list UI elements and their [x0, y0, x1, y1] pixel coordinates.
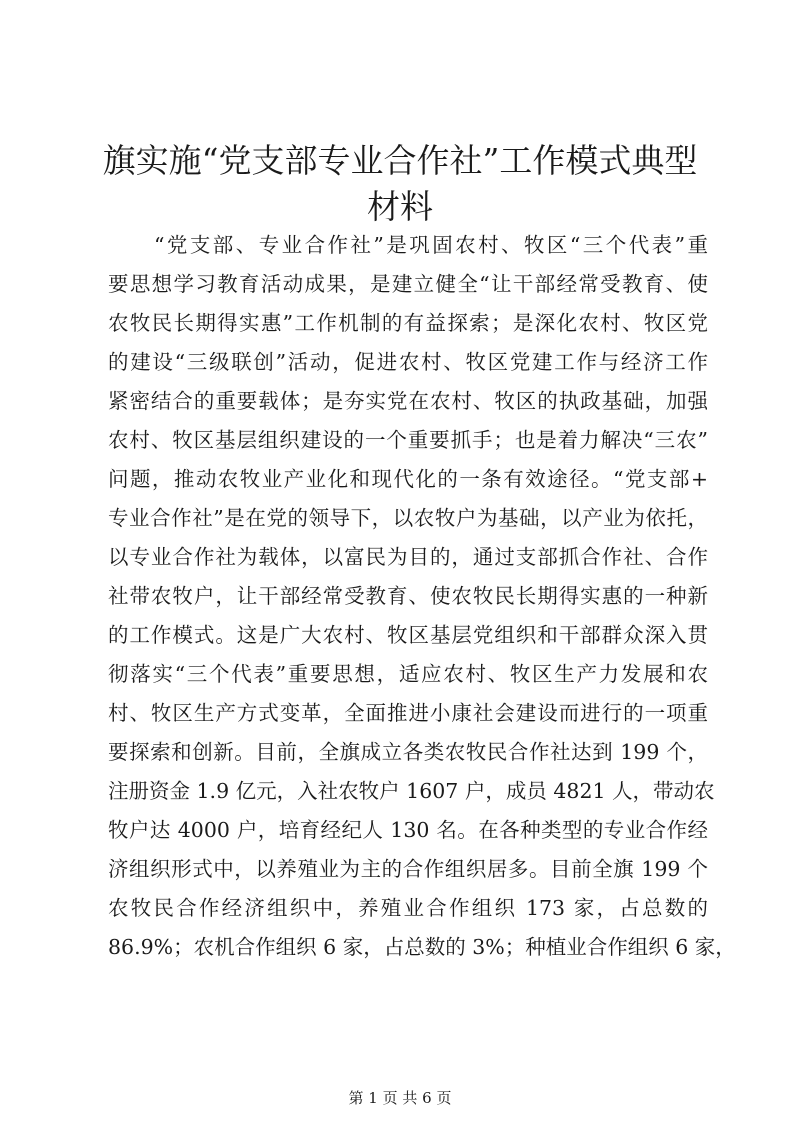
body-line: 社带农牧户，让干部经常受教育、使农牧民长期得实惠的一种新	[108, 584, 708, 608]
body-line: 农牧民长期得实惠”工作机制的有益探索；是深化农村、牧区党	[108, 311, 708, 335]
body-line: 的工作模式。这是广大农村、牧区基层党组织和干部群众深入贯	[108, 623, 708, 647]
body-line: 的建设“三级联创”活动，促进农村、牧区党建工作与经济工作	[108, 350, 708, 374]
body-line: 注册资金 1.9 亿元，入社农牧户 1607 户，成员 4821 人，带动农	[108, 779, 715, 803]
body-line: 要探索和创新。目前，全旗成立各类农牧民合作社达到 199 个，	[108, 740, 708, 764]
body-paragraph	[108, 226, 736, 967]
body-line: 问题，推动农牧业产业化和现代化的一条有效途径。“党支部+	[108, 467, 708, 491]
body-line: 农村、牧区基层组织建设的一个重要抓手；也是着力解决“三农”	[108, 428, 708, 452]
body-line: 紧密结合的重要载体；是夯实党在农村、牧区的执政基础，加强	[108, 389, 708, 413]
body-line: 村、牧区生产方式变革，全面推进小康社会建设而进行的一项重	[108, 701, 708, 725]
page-number-footer: 第 1 页 共 6 页	[348, 1089, 452, 1107]
body-line: 牧户达 4000 户，培育经纪人 130 名。在各种类型的专业合作经	[108, 818, 708, 842]
body-line: “党支部、专业合作社”是巩固农村、牧区“三个代表”重	[154, 233, 708, 257]
document-title: 旗实施“党支部专业合作社”工作模式典型材料	[102, 141, 698, 226]
body-line: 农牧民合作经济组织中，养殖业合作组织 173 家，占总数的	[108, 896, 708, 920]
body-line: 以专业合作社为载体，以富民为目的，通过支部抓合作社、合作	[108, 545, 708, 569]
body-line: 济组织形式中，以养殖业为主的合作组织居多。目前全旗 199 个	[108, 857, 708, 881]
body-line: 彻落实“三个代表”重要思想，适应农村、牧区生产力发展和农	[108, 662, 708, 686]
body-line: 86.9%；农机合作组织 6 家，占总数的 3%；种植业合作组织 6 家，	[108, 935, 736, 959]
body-line: 专业合作社”是在党的领导下，以农牧户为基础，以产业为依托，	[108, 506, 708, 530]
body-line: 要思想学习教育活动成果，是建立健全“让干部经常受教育、使	[108, 272, 708, 296]
